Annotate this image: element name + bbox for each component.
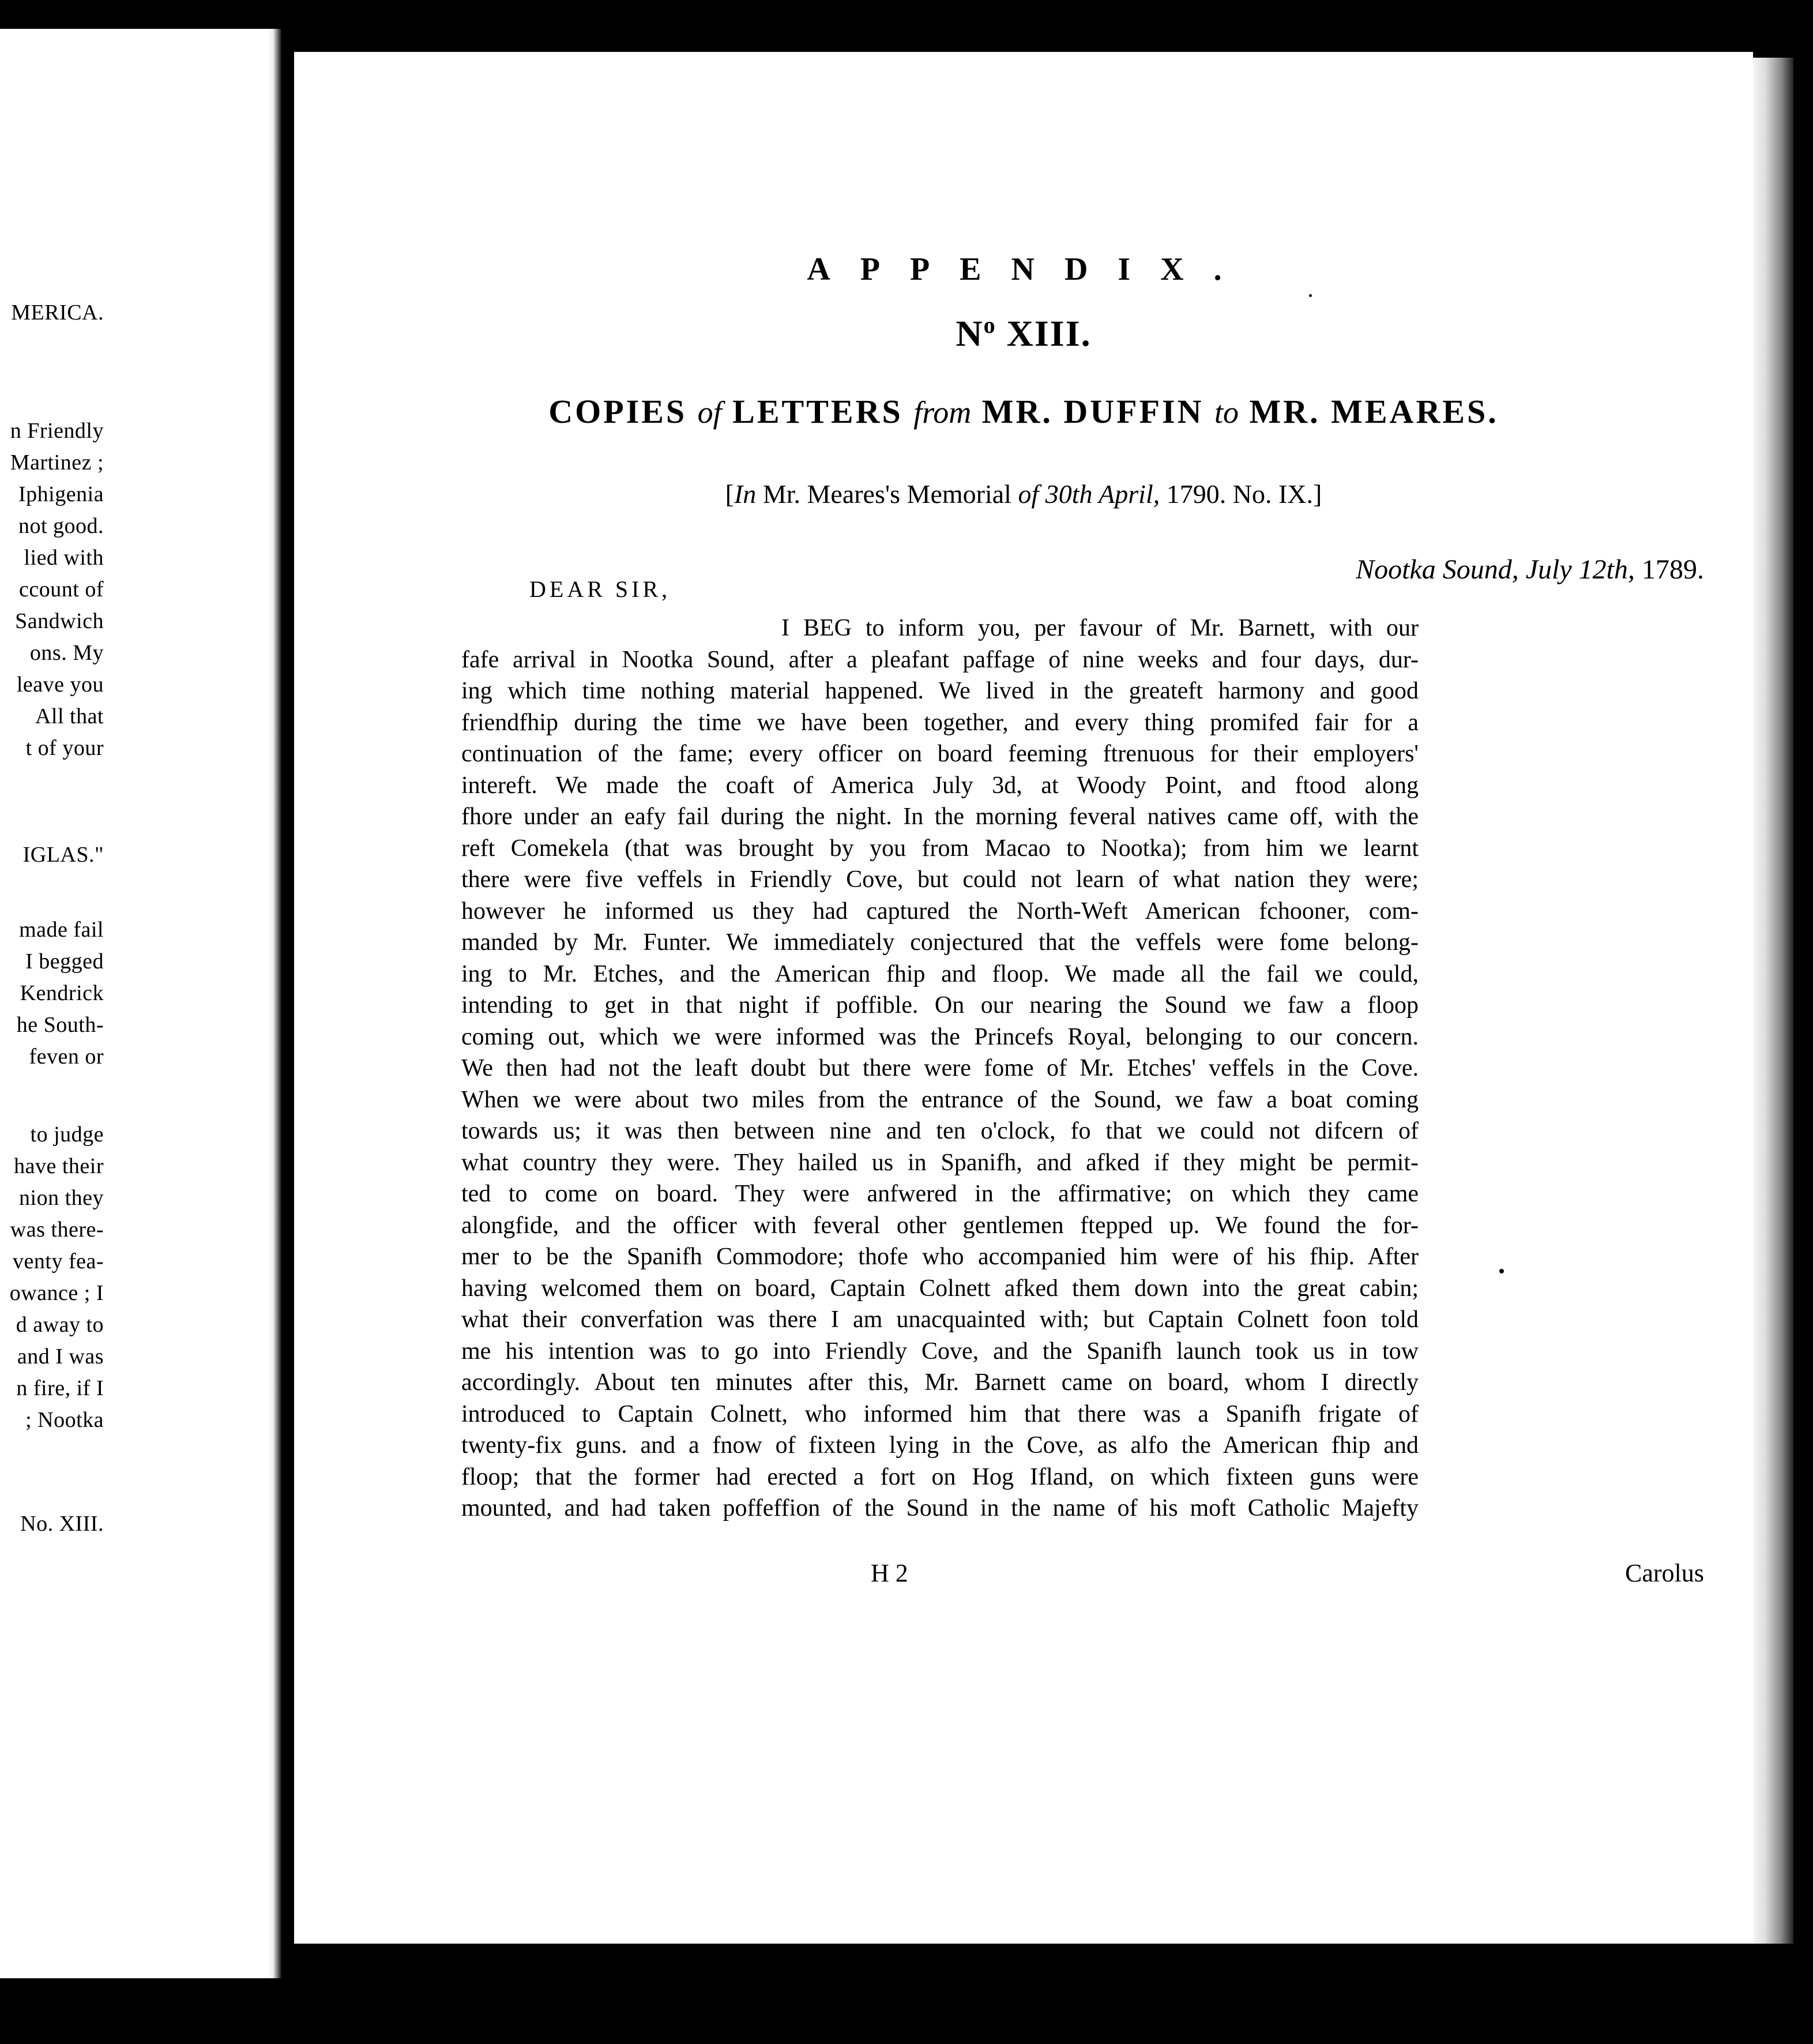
section-title <box>294 392 1753 431</box>
left-page-line: Iphigenia <box>18 482 104 506</box>
left-page-line: lied with <box>24 546 104 570</box>
left-page-line: not good. <box>18 514 104 538</box>
letter-line: ing which time nothing material happened. We lived in the greateft harmony and good <box>461 678 1419 704</box>
title-from: from <box>913 395 972 430</box>
number-sup: o <box>983 312 996 338</box>
letter-line: what country they were. They hailed us in Spanifh, and afked if they might be permit- <box>461 1149 1419 1176</box>
title-meares: MR. MEARES. <box>1249 393 1499 430</box>
left-page-line: Kendrick <box>20 981 104 1005</box>
letter-dateline <box>1356 554 1704 585</box>
left-page <box>0 29 281 1978</box>
memorial-reference <box>294 479 1753 509</box>
appendix-number <box>294 311 1753 355</box>
left-page-line: ; Nootka <box>25 1408 104 1432</box>
left-page-line: have their <box>14 1154 104 1178</box>
left-page-line: leave you <box>16 672 104 697</box>
letter-line: continuation of the fame; every officer on board feeming ftrenuous for their employers' <box>461 741 1419 767</box>
title-of: of <box>697 395 722 430</box>
page-edge <box>1753 58 1793 1944</box>
letter-line: fhore under an eafy fail during the night. In the morning feveral natives came off, with the <box>461 803 1419 830</box>
title-copies: COPIES <box>548 393 687 430</box>
left-page-line: t of your <box>25 736 104 760</box>
letter-line: manded by Mr. Funter. We immediately conjectured that the veffels were fome belong- <box>461 929 1419 956</box>
left-page-line: n Friendly <box>10 419 104 443</box>
letter-line: introduced to Captain Colnett, who informed him that there was a Spanifh frigate of <box>461 1400 1419 1427</box>
left-page-line: Sandwich <box>15 609 104 633</box>
letter-line: however he informed us they had captured the North-Weft American fchooner, com- <box>461 897 1419 925</box>
letter-line: mer to be the Spanifh Commodore; thofe who accompanied him were of his fhip. After <box>461 1243 1419 1270</box>
letter-line: I BEG to inform you, per favour of Mr. Barnett, with our <box>781 615 1419 641</box>
letter-salutation: DEAR SIR, <box>529 576 671 602</box>
left-page-line: was there- <box>10 1218 104 1242</box>
letter-line: fafe arrival in Nootka Sound, after a pleafant paffage of nine weeks and four days, dur- <box>461 646 1419 673</box>
dateline-year: 1789. <box>1635 554 1704 585</box>
left-page-line: All that <box>35 704 104 728</box>
left-page-line: nion they <box>19 1186 104 1210</box>
left-page-line: IGLAS." <box>22 843 104 867</box>
page-speck <box>1499 1269 1504 1273</box>
letter-line: friendfhip during the time we have been together, and every thing promifed fair for a <box>461 709 1419 736</box>
left-page-line: MERICA. <box>11 300 104 325</box>
number-prefix: N <box>956 313 984 354</box>
bracket-memorial: Mr. Meares's Memorial <box>756 479 1018 509</box>
letter-line: ing to Mr. Etches, and the American fhip and floop. We made all the fail we could, <box>461 960 1419 987</box>
page-spine <box>281 23 294 1984</box>
dateline-place: Nootka Sound, July 12th, <box>1356 554 1635 585</box>
left-page-line: Martinez ; <box>10 450 104 475</box>
letter-line: twenty-fix guns. and a fnow of fixteen lying in the Cove, as alfo the American fhip and <box>461 1432 1419 1459</box>
bracket-date: of 30th April, <box>1018 479 1160 509</box>
signature-mark: H 2 <box>871 1559 908 1587</box>
left-page-line: venty fea- <box>13 1249 104 1273</box>
letter-line: coming out, which we were informed was the Princefs Royal, belonging to our concern. <box>461 1023 1419 1050</box>
left-page-line: owance ; I <box>9 1281 104 1305</box>
title-to: to <box>1214 395 1239 430</box>
letter-line: We then had not the leaft doubt but there were fome of Mr. Etches' veffels in the Cove. <box>461 1055 1419 1081</box>
letter-line: mounted, and had taken poffeffion of the Sound in the name of his moft Catholic Majefty <box>461 1495 1419 1521</box>
letter-line: accordingly. About ten minutes after this, Mr. Barnett came on board, whom I directly <box>461 1369 1419 1396</box>
letter-line: there were five veffels in Friendly Cove, but could not learn of what nation they were; <box>461 866 1419 893</box>
letter-line: reft Comekela (that was brought by you from Macao to Nootka); from him we learnt <box>461 835 1419 862</box>
left-page-line: and I was <box>17 1344 104 1369</box>
letter-line: When we were about two miles from the entrance of the Sound, we faw a boat coming <box>461 1086 1419 1113</box>
letter-line: towards us; it was then between nine and ten o'clock, fo that we could not difcern of <box>461 1118 1419 1144</box>
letter-line: intending to get in that night if poffible. On our nearing the Sound we faw a floop <box>461 992 1419 1019</box>
left-page-line: he South- <box>16 1013 104 1037</box>
appendix-heading: APPENDIX. <box>807 251 1252 287</box>
left-page-line: n fire, if I <box>16 1376 104 1400</box>
left-page-line: to judge <box>30 1122 104 1147</box>
bracket-number: 1790. No. IX.] <box>1160 479 1322 509</box>
bracket-in: In <box>734 479 757 509</box>
letter-line: intereft. We made the coaft of America July 3d, at Woody Point, and ftood along <box>461 772 1419 799</box>
left-page-line: No. XIII. <box>20 1512 104 1536</box>
left-page-line: I begged <box>25 949 104 974</box>
title-duffin: MR. DUFFIN <box>981 393 1204 430</box>
letter-line: having welcomed them on board, Captain Colnett afked them down into the great cabin; <box>461 1275 1419 1302</box>
number-rest: XIII. <box>996 313 1092 354</box>
letter-line: ted to come on board. They were anfwered in the affirmative; on which they came <box>461 1181 1419 1207</box>
letter-body <box>461 613 1419 1524</box>
main-page <box>294 52 1753 1944</box>
letter-line: alongfide, and the officer with feveral other gentlemen ftepped up. We found the for- <box>461 1212 1419 1239</box>
left-page-line: ons. My <box>29 641 104 665</box>
title-letters: LETTERS <box>732 393 903 430</box>
letter-line: me his intention was to go into Friendly Cove, and the Spanifh launch took us in tow <box>461 1337 1419 1365</box>
left-page-line: d away to <box>16 1313 104 1337</box>
letter-line: floop; that the former had erected a fort on Hog Ifland, on which fixteen guns were <box>461 1463 1419 1490</box>
letter-line: what their converfation was there I am unacquainted with; but Captain Colnett foon told <box>461 1306 1419 1333</box>
catchword: Carolus <box>1625 1559 1704 1587</box>
page-speck <box>1309 294 1312 297</box>
left-page-gutter <box>268 29 281 1978</box>
left-page-line: made fail <box>19 918 104 942</box>
left-page-line: ccount of <box>19 577 104 602</box>
left-page-line: feven or <box>29 1044 104 1069</box>
bracket-open: [ <box>725 479 734 509</box>
